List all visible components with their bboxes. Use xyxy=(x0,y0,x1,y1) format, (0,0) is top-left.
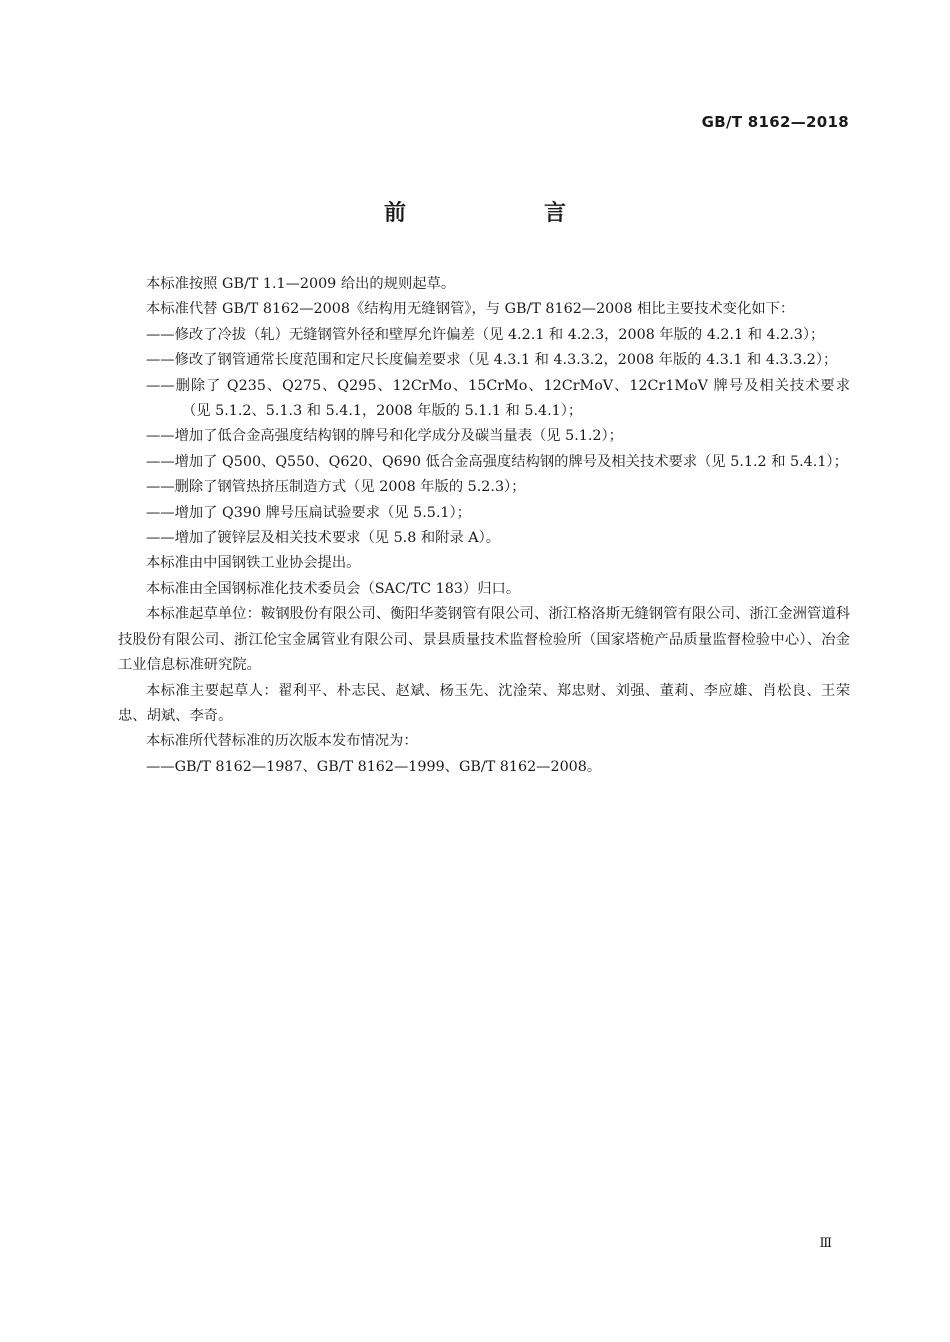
change-item: ——增加了镀锌层及相关技术要求（见 5.8 和附录 A）。 xyxy=(146,530,501,547)
history-item: ——GB/T 8162—1987、GB/T 8162—1999、GB/T 8162—2008。 xyxy=(146,758,602,775)
change-item: ——增加了低合金高强度结构钢的牌号和化学成分及碳当量表（见 5.1.2）； xyxy=(146,428,623,445)
change-item: ——修改了钢管通常长度范围和定尺长度偏差要求（见 4.3.1 和 4.3.3.2，2008 年版的 4.3.1 和 4.3.3.2）； xyxy=(146,352,838,369)
change-item: ——修改了冷拔（轧）无缝钢管外径和壁厚允许偏差（见 4.2.1 和 4.2.3，2008 年版的 4.2.1 和 4.2.3）； xyxy=(146,326,825,343)
paragraph-replacement: 本标准代替 GB/T 8162—2008《结构用无缝钢管》，与 GB/T 8162—2008 相比主要技术变化如下： xyxy=(146,301,795,318)
standard-code: GB/T 8162—2018 xyxy=(701,113,849,131)
paragraph-drafters: 本标准主要起草人：翟利平、朴志民、赵斌、杨玉先、沈淦荣、郑忠财、刘强、董莉、李应雄、肖松良、王荣忠、胡斌、李奇。 xyxy=(118,682,850,724)
page-title: 前 言 xyxy=(383,201,624,226)
change-item: ——删除了 Q235、Q275、Q295、12CrMo、15CrMo、12CrMoV、12Cr1MoV 牌号及相关技术要求（见 5.1.2、5.1.3 和 5.4.1，2008 年版的 5.1.1 和 5.4.1）； xyxy=(146,377,850,420)
paragraph-drafting-rules: 本标准按照 GB/T 1.1—2009 给出的规则起草。 xyxy=(146,276,456,292)
paragraph-committee: 本标准由全国钢标准化技术委员会（SAC/TC 183）归口。 xyxy=(146,580,521,597)
paragraph-history-intro: 本标准所代替标准的历次版本发布情况为： xyxy=(146,733,418,750)
paragraph-proposer: 本标准由中国钢铁工业协会提出。 xyxy=(146,555,361,572)
page-number: Ⅲ xyxy=(819,1236,832,1251)
change-item: ——增加了 Q500、Q550、Q620、Q690 低合金高强度结构钢的牌号及相关技术要求（见 5.1.2 和 5.4.1）； xyxy=(146,453,848,470)
change-item: ——删除了钢管热挤压制造方式（见 2008 年版的 5.2.3）； xyxy=(146,479,526,496)
change-item: ——增加了 Q390 牌号压扁试验要求（见 5.5.1）； xyxy=(146,504,471,521)
foreword-body xyxy=(118,272,850,780)
paragraph-drafting-units: 本标准起草单位：鞍钢股份有限公司、衡阳华菱钢管有限公司、浙江格洛斯无缝钢管有限公司、浙江金洲管道科技股份有限公司、浙江伦宝金属管业有限公司、景县质量技术监督检验所（国家塔桅产品质量监督检验中心）、冶金工业信息标准研究院。 xyxy=(118,606,850,674)
